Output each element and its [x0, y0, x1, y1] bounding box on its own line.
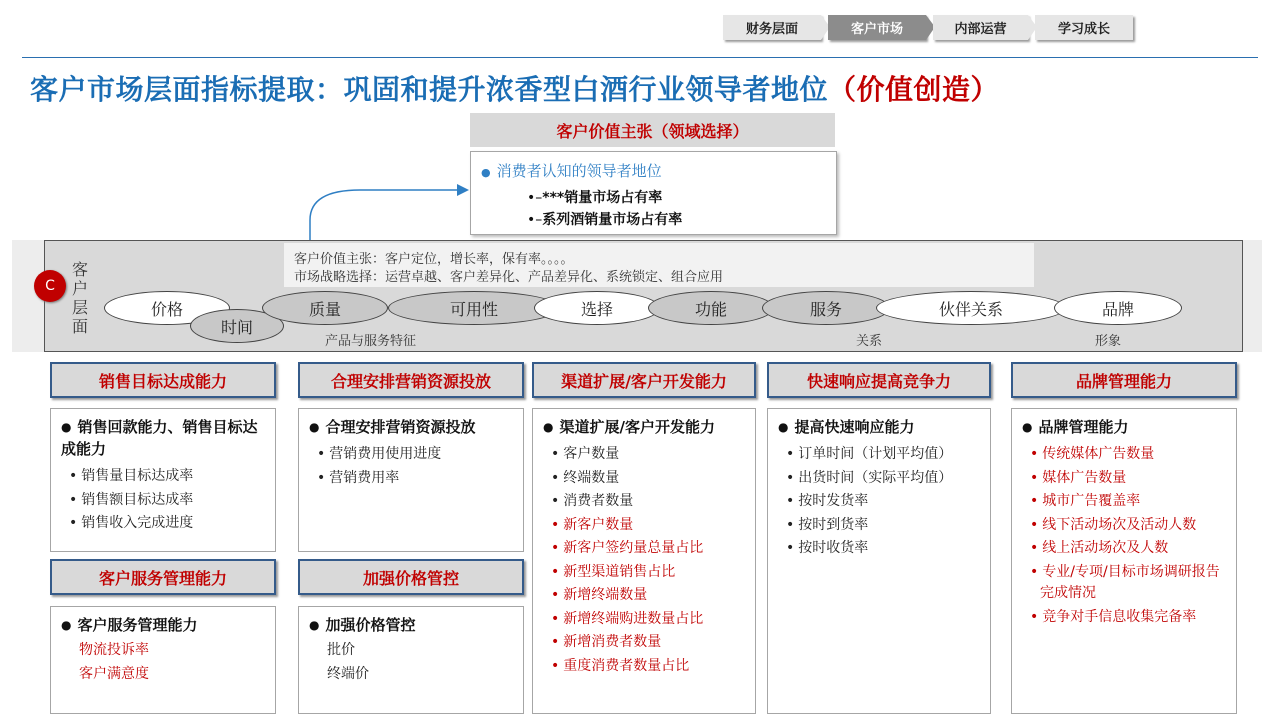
- list-item: • 新型渠道销售占比: [551, 561, 703, 585]
- dash-icon: •–: [527, 212, 543, 228]
- list-item: • 营销费用率: [317, 467, 441, 491]
- list-item: • 销售额目标达成率: [69, 489, 193, 513]
- oval-quality: 质量: [262, 291, 388, 325]
- brand-management-header: 品牌管理能力: [1011, 362, 1237, 398]
- list-item: • 媒体广告数量: [1030, 467, 1228, 491]
- list-item: • 销售收入完成进度: [69, 512, 193, 536]
- quick-response-title: ● 提高快速响应能力: [778, 417, 915, 439]
- oval-service: 服务: [762, 291, 890, 325]
- list-item: • 消费者数量: [551, 490, 703, 514]
- list-item: • 新客户签约量总量占比: [551, 537, 703, 561]
- list-item: • 专业/专项/目标市场调研报告完成情况: [1030, 562, 1228, 604]
- value-proposition-sub-item: [527, 187, 662, 207]
- list-item: • 客户数量: [551, 443, 703, 467]
- list-item: • 传统媒体广告数量: [1030, 443, 1228, 467]
- brand-management-title: ● 品牌管理能力: [1022, 417, 1129, 439]
- price-control-title: ● 加强价格管控: [309, 615, 416, 637]
- value-proposition-sub-text: ***销量市场占有率: [542, 190, 663, 206]
- list-item: • 重度消费者数量占比: [551, 655, 703, 679]
- group-label-product-service: 产品与服务特征: [325, 334, 417, 349]
- quick-response-box: [767, 408, 991, 714]
- page-title-suffix: （价值创造）: [828, 73, 1000, 106]
- customer-service-list: [79, 639, 149, 686]
- sales-target-box: [50, 408, 276, 552]
- list-item: • 线上活动场次及人数: [1030, 537, 1228, 561]
- list-item: • 新增终端数量: [551, 584, 703, 608]
- page-title-main: 客户市场层面指标提取：巩固和提升浓香型白酒行业领导者地位: [30, 73, 829, 106]
- price-control-list: [327, 639, 369, 686]
- customer-layer-label: 客户层面: [71, 260, 88, 336]
- price-control-header: 加强价格管控: [298, 559, 524, 595]
- oval-time: 时间: [190, 309, 284, 343]
- list-item: • 营销费用使用进度: [317, 443, 441, 467]
- value-proposition-box: [470, 151, 837, 235]
- oval-function: 功能: [648, 291, 774, 325]
- list-item: • 新增消费者数量: [551, 631, 703, 655]
- value-proposition-sub-item: [527, 209, 682, 229]
- oval-price: 价格: [104, 291, 230, 325]
- value-proposition-sub-text: 系列酒销量市场占有率: [542, 212, 683, 228]
- sales-target-header: 销售目标达成能力: [50, 362, 276, 398]
- oval-partnership: 伙伴关系: [876, 291, 1066, 325]
- channel-expansion-list: [551, 443, 703, 678]
- list-item: 物流投诉率: [79, 642, 149, 658]
- brand-management-box: [1011, 408, 1237, 714]
- list-item: • 城市广告覆盖率: [1030, 490, 1228, 514]
- customer-service-header: 客户服务管理能力: [50, 559, 276, 595]
- marketing-resource-box: [298, 408, 524, 552]
- oval-choice: 选择: [534, 291, 660, 325]
- customer-layer-badge: C: [34, 270, 66, 302]
- dash-icon: •–: [527, 190, 543, 206]
- channel-expansion-header: 渠道扩展/客户开发能力: [532, 362, 756, 398]
- sales-target-title: ● 销售回款能力、销售目标达成能力: [61, 417, 261, 460]
- bullet-icon: ●: [481, 166, 491, 179]
- quick-response-list: [786, 443, 952, 561]
- list-item: • 订单时间（计划平均值）: [786, 443, 952, 467]
- list-item: • 销售量目标达成率: [69, 465, 193, 489]
- value-proposition-main: [481, 160, 662, 181]
- list-item: • 竞争对手信息收集完备率: [1030, 606, 1228, 630]
- list-item: • 线下活动场次及活动人数: [1030, 514, 1228, 538]
- group-label-relationship: 关系: [856, 334, 883, 349]
- value-proposition-main-text: 消费者认知的领导者地位: [496, 162, 662, 180]
- quick-response-header: 快速响应提高竞争力: [767, 362, 991, 398]
- value-proposition-line: 客户价值主张：客户定位，增长率，保有率。。。。: [294, 252, 574, 267]
- list-item: • 按时发货率: [786, 490, 952, 514]
- list-item: 客户满意度: [79, 665, 149, 682]
- tab-customer-market[interactable]: 客户市场: [828, 15, 926, 40]
- tab-internal-ops[interactable]: 内部运营: [933, 15, 1028, 40]
- marketing-resource-list: [317, 443, 441, 490]
- list-item: 终端价: [327, 665, 369, 682]
- list-item: • 按时到货率: [786, 514, 952, 538]
- list-item: 批价: [327, 642, 355, 658]
- channel-expansion-title: ● 渠道扩展/客户开发能力: [543, 417, 715, 439]
- customer-service-box: [50, 606, 276, 714]
- brand-management-list: [1030, 443, 1228, 629]
- price-control-box: [298, 606, 524, 714]
- oval-availability: 可用性: [388, 291, 560, 325]
- channel-expansion-box: [532, 408, 756, 714]
- marketing-resource-title: ● 合理安排营销资源投放: [309, 417, 476, 439]
- list-item: • 新客户数量: [551, 514, 703, 538]
- page-title: [30, 68, 999, 108]
- list-item: • 按时收货率: [786, 537, 952, 561]
- sales-target-list: [69, 465, 193, 536]
- marketing-resource-header: 合理安排营销资源投放: [298, 362, 524, 398]
- tab-finance[interactable]: 财务层面: [723, 15, 821, 40]
- tab-learning-growth[interactable]: 学习成长: [1035, 15, 1133, 40]
- market-strategy-line: 市场战略选择：运营卓越、客户差异化、产品差异化、系统锁定、组合应用: [294, 270, 724, 285]
- group-label-image: 形象: [1095, 334, 1122, 349]
- title-divider: [22, 57, 1258, 58]
- customer-service-title: ● 客户服务管理能力: [61, 615, 198, 637]
- list-item: • 新增终端购进数量占比: [551, 608, 703, 632]
- oval-brand: 品牌: [1054, 291, 1182, 325]
- list-item: • 出货时间（实际平均值）: [786, 467, 952, 491]
- value-proposition-header: 客户价值主张（领域选择）: [470, 113, 835, 147]
- list-item: • 终端数量: [551, 467, 703, 491]
